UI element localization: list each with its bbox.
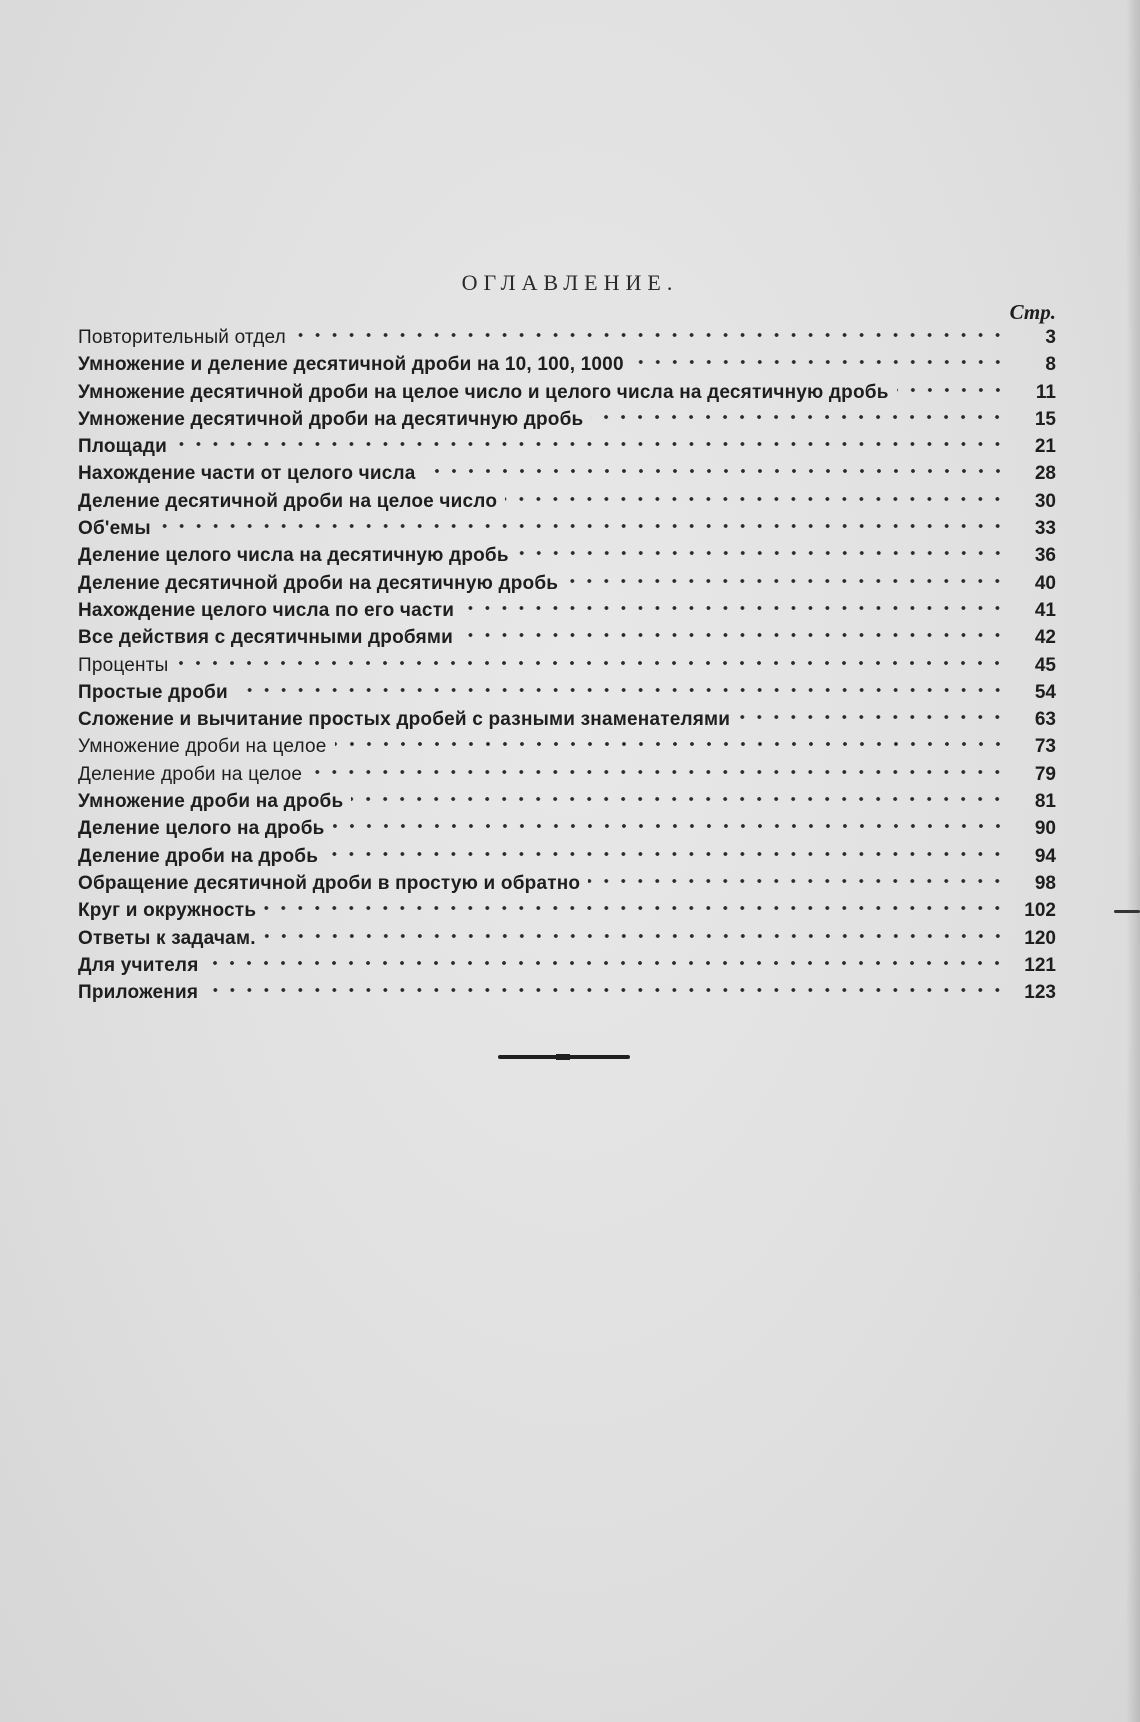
toc-entry — [78, 952, 1056, 979]
toc-entry-title: Для учителя — [78, 954, 199, 976]
end-divider — [498, 1055, 630, 1059]
toc-entry-page: 63 — [1034, 709, 1056, 731]
dot-leader — [632, 359, 1006, 365]
toc-entry — [78, 761, 1056, 788]
toc-entry — [78, 870, 1056, 897]
toc-entry-page: 3 — [1045, 327, 1056, 348]
toc-entry — [78, 597, 1056, 624]
toc-entry — [78, 406, 1056, 433]
dot-leader — [588, 878, 1006, 884]
toc-entry — [78, 733, 1056, 760]
toc-entry-title: Умножение и деление десятичной дроби на 10, 100, 1000 — [78, 354, 624, 376]
toc-entry-title: Об'емы — [78, 518, 151, 540]
dot-leader — [351, 796, 1006, 802]
toc-entry-page: 79 — [1034, 763, 1056, 785]
dot-leader — [738, 714, 1006, 720]
toc-entry — [78, 897, 1056, 924]
dot-leader — [462, 605, 1006, 611]
toc-entry-title: Обращение десятичной дроби в простую и обратно — [78, 872, 581, 894]
dot-leader — [310, 769, 1006, 775]
toc-entry-title: Все действия с десятичными дробями — [78, 627, 454, 649]
toc-entry-page: 123 — [1024, 982, 1056, 1004]
toc-entry — [78, 433, 1056, 460]
toc-entry-title: Деление дроби на дробь — [78, 845, 319, 867]
toc-entry-page: 11 — [1035, 381, 1056, 403]
toc-entry-page: 120 — [1024, 927, 1056, 949]
dot-leader — [326, 851, 1006, 857]
toc-entry-page: 94 — [1034, 845, 1056, 867]
page-edge-mark — [1114, 910, 1140, 913]
toc-entry-page: 54 — [1034, 681, 1056, 703]
page-column-label: Стр. — [1009, 300, 1056, 324]
toc-entry — [78, 515, 1056, 542]
toc-entry — [78, 570, 1056, 597]
toc-entry-page: 102 — [1024, 900, 1056, 922]
toc-entry-title: Круг и окружность — [78, 900, 257, 922]
toc-entry-title: Умножение десятичной дроби на десятичную дробь — [78, 408, 584, 430]
dot-leader — [591, 414, 1006, 420]
dot-leader — [517, 550, 1006, 556]
dot-leader — [159, 523, 1006, 529]
toc-entry — [78, 679, 1056, 706]
dot-leader — [897, 387, 1006, 393]
toc-entry-title: Умножение дроби на целое — [78, 736, 327, 758]
dot-leader — [236, 687, 1006, 693]
dot-leader — [264, 905, 1006, 911]
toc-entry — [78, 351, 1056, 378]
dot-leader — [206, 987, 1006, 993]
table-of-contents — [78, 324, 1056, 1006]
toc-entry-title: Деление дроби на целое — [78, 763, 303, 785]
dot-leader — [176, 660, 1006, 666]
dot-leader — [294, 332, 1006, 338]
toc-entry-page: 73 — [1034, 736, 1056, 758]
toc-entry-page: 98 — [1034, 872, 1056, 894]
toc-entry — [78, 815, 1056, 842]
toc-entry-title: Простые дроби — [78, 681, 228, 703]
dot-leader — [175, 441, 1006, 447]
toc-entry-title: Деление целого числа на десятичную дробь — [78, 545, 509, 567]
dot-leader — [333, 823, 1006, 829]
toc-entry — [78, 925, 1056, 952]
toc-entry-page: 28 — [1034, 463, 1056, 485]
toc-entry — [78, 324, 1056, 351]
toc-entry-title: Нахождение части от целого числа — [78, 463, 416, 485]
dot-leader — [264, 933, 1006, 939]
toc-entry-title: Деление десятичной дроби на целое число — [78, 490, 498, 512]
dot-leader — [206, 960, 1006, 966]
toc-entry-page: 33 — [1034, 518, 1056, 540]
dot-leader — [505, 496, 1006, 502]
toc-entry-page: 8 — [1045, 354, 1056, 376]
toc-entry-title: Деление целого на дробь — [78, 818, 325, 840]
toc-entry-title: Сложение и вычитание простых дробей с разными знаменателями — [78, 709, 731, 731]
toc-entry-title: Проценты — [78, 654, 169, 676]
toc-entry-title: Деление десятичной дроби на десятичную дробь — [78, 572, 559, 594]
toc-entry — [78, 843, 1056, 870]
toc-entry-page: 121 — [1024, 954, 1056, 976]
toc-entry — [78, 788, 1056, 815]
toc-entry — [78, 460, 1056, 487]
toc-entry-title: Нахождение целого числа по его части — [78, 599, 455, 621]
page-title: ОГЛАВЛЕНИЕ. — [461, 270, 679, 295]
toc-entry — [78, 379, 1056, 406]
toc-entry-title: Приложения — [78, 982, 199, 1004]
toc-entry-page: 40 — [1034, 572, 1056, 594]
dot-leader — [335, 741, 1006, 747]
toc-entry-title: Площади — [78, 436, 168, 458]
toc-entry — [78, 706, 1056, 733]
dot-leader — [424, 468, 1006, 474]
toc-entry-page: 90 — [1034, 818, 1056, 840]
toc-entry-title: Повторительный отдел — [78, 327, 286, 348]
toc-entry — [78, 624, 1056, 651]
dot-leader — [566, 578, 1006, 584]
toc-entry-page: 21 — [1034, 436, 1056, 458]
toc-entry-page: 41 — [1034, 599, 1056, 621]
toc-entry-title: Умножение десятичной дроби на целое число и целого числа на десятичную дробь — [78, 381, 889, 403]
toc-entry-page: 45 — [1034, 654, 1056, 676]
dot-leader — [461, 632, 1006, 638]
toc-entry — [78, 488, 1056, 515]
toc-entry-page: 30 — [1034, 490, 1056, 512]
toc-entry — [78, 979, 1056, 1006]
toc-entry-page: 42 — [1034, 627, 1056, 649]
toc-entry-title: Умножение дроби на дробь — [78, 791, 344, 813]
toc-entry-page: 36 — [1034, 545, 1056, 567]
toc-entry — [78, 652, 1056, 679]
toc-entry-page: 81 — [1034, 791, 1056, 813]
toc-entry — [78, 542, 1056, 569]
toc-entry-page: 15 — [1034, 408, 1056, 430]
toc-entry-title: Ответы к задачам. — [78, 927, 256, 949]
